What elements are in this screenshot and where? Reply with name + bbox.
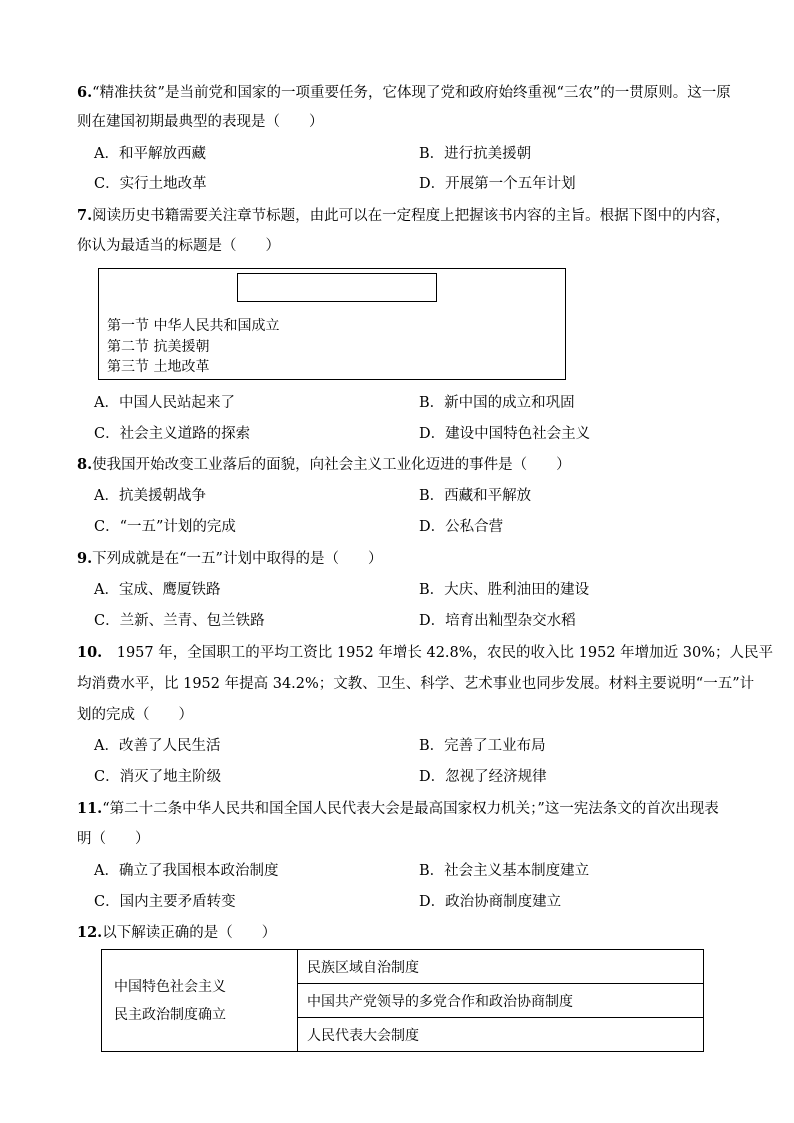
q11-text-1: “第二十二条中华人民共和国全国人民代表大会是最高国家权力机关；”这一宪法条文的首次出现表 (102, 801, 719, 817)
q7-blank-title-box (237, 273, 437, 302)
q7-box-line-3: 第三节 土地改革 (107, 359, 210, 375)
q11-option-c[interactable]: C．国内主要矛盾转变 (94, 894, 236, 910)
q12-table (101, 949, 704, 1052)
q12-table-right-cell-1: 民族区域自治制度 (298, 950, 704, 984)
q7-number: 7. (77, 207, 93, 224)
table-row (102, 950, 704, 984)
q7-box-line-1: 第一节 中华人民共和国成立 (107, 318, 280, 334)
q7-line1 (77, 206, 730, 226)
q7-option-d[interactable]: D．建设中国特色社会主义 (419, 426, 591, 442)
q7-option-a[interactable]: A．中国人民站起来了 (94, 395, 235, 411)
q12-table-left-cell (102, 950, 298, 1052)
q7-box-line-2: 第二节 抗美援朝 (107, 339, 210, 355)
q9-option-d[interactable]: D．培育出籼型杂交水稻 (419, 613, 576, 629)
q10-option-b[interactable]: B．完善了工业布局 (419, 738, 546, 754)
q11-option-d[interactable]: D．政治协商制度建立 (419, 894, 562, 910)
q9-line1 (77, 549, 382, 569)
q8-option-b[interactable]: B．西藏和平解放 (419, 488, 532, 504)
q10-text-1: 1957 年，全国职工的平均工资比 1952 年增长 42.8%，农民的收入比 1952 年增加近 30%；人民平 (102, 645, 773, 661)
q12-line1 (77, 923, 276, 943)
q6-option-d[interactable]: D．开展第一个五年计划 (419, 176, 576, 192)
q7-option-c[interactable]: C．社会主义道路的探索 (94, 426, 251, 442)
q10-option-c[interactable]: C．消灭了地主阶级 (94, 769, 222, 785)
q6-text-1: “精准扶贫”是当前党和国家的一项重要任务，它体现了党和政府始终重视“三农”的一贯原则。这一原 (92, 85, 731, 101)
q6-option-c[interactable]: C．实行土地改革 (94, 176, 207, 192)
q11-option-a[interactable]: A．确立了我国根本政治制度 (94, 863, 279, 879)
q12-left-line-1: 中国特色社会主义 (114, 978, 226, 995)
q9-option-b[interactable]: B．大庆、胜利油田的建设 (419, 582, 590, 598)
q7-text-1: 阅读历史书籍需要关注章节标题，由此可以在一定程度上把握该书内容的主旨。根据下图中的内容， (92, 208, 731, 224)
q10-option-d[interactable]: D．忽视了经济规律 (419, 769, 547, 785)
q12-text-1: 以下解读正确的是（ ） (102, 925, 277, 941)
q6-number: 6. (77, 84, 93, 101)
q10-line1 (77, 643, 773, 663)
q9-option-c[interactable]: C．兰新、兰青、包兰铁路 (94, 613, 265, 629)
q11-line2: 明（ ） (77, 831, 150, 847)
q12-left-line-2: 民主政治制度确立 (114, 1006, 226, 1023)
q11-line1 (77, 799, 719, 819)
q9-number: 9. (77, 550, 93, 567)
q9-option-a[interactable]: A．宝成、鹰厦铁路 (94, 582, 221, 598)
q7-option-b[interactable]: B．新中国的成立和巩固 (419, 395, 575, 411)
q6-option-b[interactable]: B．进行抗美援朝 (419, 146, 532, 162)
q12-table-right-cell-3: 人民代表大会制度 (298, 1018, 704, 1052)
q8-option-a[interactable]: A．抗美援朝战争 (94, 488, 206, 504)
q11-option-b[interactable]: B．社会主义基本制度建立 (419, 863, 590, 879)
q8-option-d[interactable]: D．公私合营 (419, 519, 504, 535)
q6-line2: 则在建国初期最典型的表现是（ ） (77, 114, 324, 130)
q11-number: 11. (77, 800, 103, 817)
q10-line2: 均消费水平，比 1952 年提高 34.2%；文教、卫生、科学、艺术事业也同步发展。材料主要说明“一五”计 (77, 676, 755, 692)
q8-text-1: 使我国开始改变工业落后的面貌，向社会主义工业化迈进的事件是（ ） (92, 457, 571, 473)
q6-line1 (77, 83, 731, 103)
q10-number: 10. (77, 644, 103, 661)
q8-line1 (77, 455, 571, 475)
q10-line3: 划的完成（ ） (77, 707, 193, 723)
q8-option-c[interactable]: C．“一五”计划的完成 (94, 519, 236, 535)
q9-text-1: 下列成就是在“一五”计划中取得的是（ ） (92, 551, 383, 567)
q7-line2: 你认为最适当的标题是（ ） (77, 238, 280, 254)
q12-table-right-cell-2: 中国共产党领导的多党合作和政治协商制度 (298, 984, 704, 1018)
q8-number: 8. (77, 456, 93, 473)
q12-number: 12. (77, 924, 103, 941)
q6-option-a[interactable]: A．和平解放西藏 (94, 146, 206, 162)
q10-option-a[interactable]: A．改善了人民生活 (94, 738, 221, 754)
